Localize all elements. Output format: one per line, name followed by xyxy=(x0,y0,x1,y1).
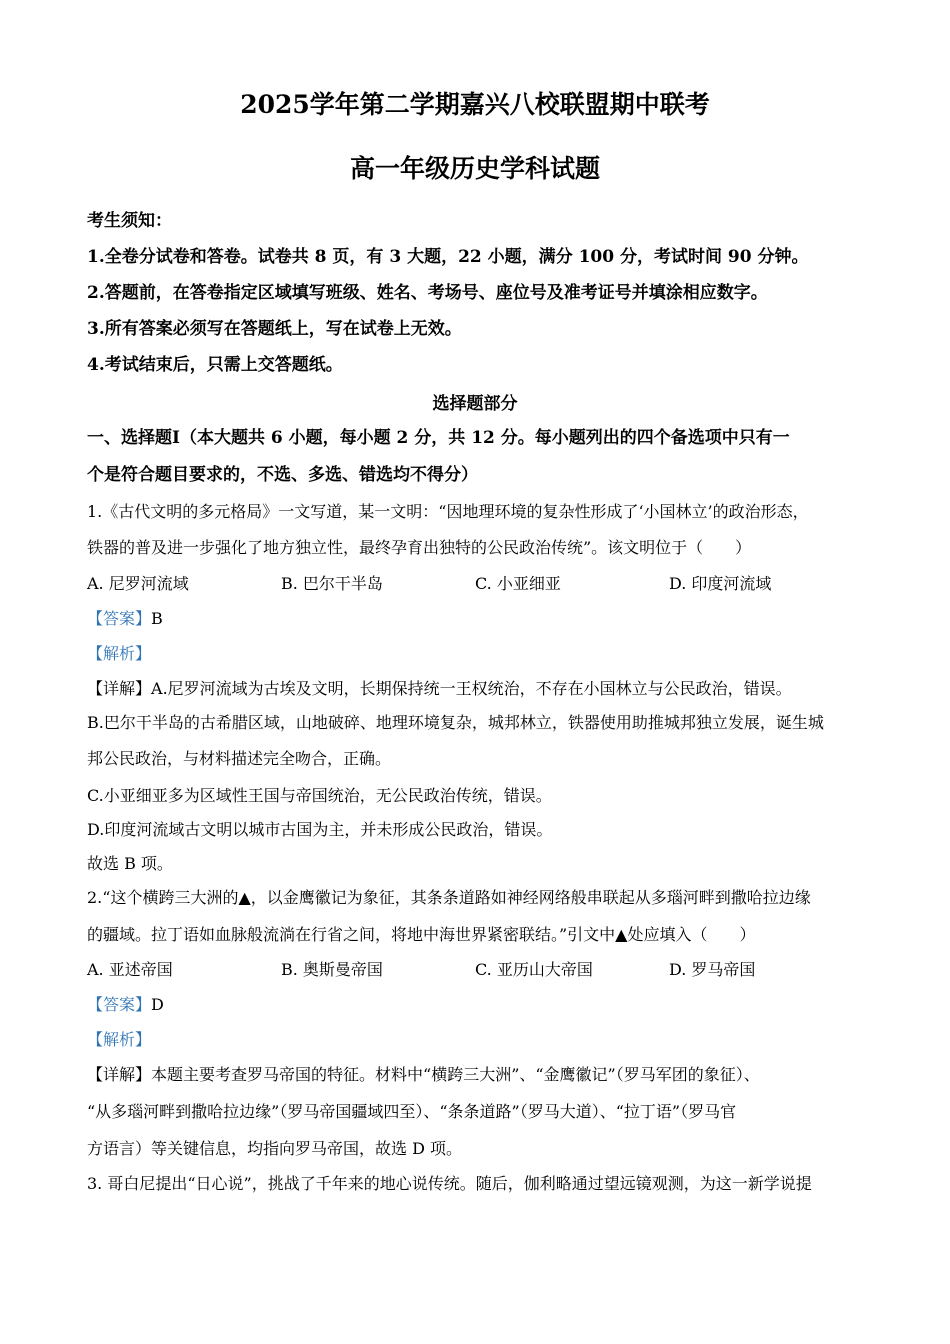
analysis-tag: 【解析】 xyxy=(87,644,152,663)
exam-title: 2025学年第二学期嘉兴八校联盟期中联考 xyxy=(240,90,710,119)
q1-detail-line5: D.印度河流域古文明以城市古国为主，并未形成公民政治，错误。 xyxy=(87,820,553,839)
q1-answer: B xyxy=(151,609,163,628)
q1-option-d: D. 印度河流域 xyxy=(669,574,772,593)
answer-tag: 【答案】 xyxy=(87,609,152,628)
q1-option-a: A. 尼罗河流域 xyxy=(87,574,189,593)
q1-detail-line2: B.巴尔干半岛的古希腊区域，山地破碎、地理环境复杂，城邦林立，铁器使用助推城邦独立发展，诞生城 xyxy=(87,713,824,732)
q2-stem-line2: 的疆域。拉丁语如血脉般流淌在行省之间，将地中海世界紧密联结。”引文中▲处应填入（ ） xyxy=(87,925,756,944)
q2-answer-line xyxy=(87,994,164,1016)
q1-conclusion: 故选 B 项。 xyxy=(87,854,173,873)
notice-item-3: 3.所有答案必须写在答题纸上，写在试卷上无效。 xyxy=(87,319,462,339)
q1-detail-1: A.尼罗河流域为古埃及文明，长期保持统一王权统治，不存在小国林立与公民政治，错误。 xyxy=(151,679,792,698)
part1-instruction-line2: 个是符合题目要求的，不选、多选、错选均不得分） xyxy=(87,465,478,485)
q2-option-b: B. 奥斯曼帝国 xyxy=(281,960,383,979)
q2-detail-line3: 方语言）等关键信息，均指向罗马帝国，故选 D 项。 xyxy=(87,1139,463,1158)
q1-detail-line3: 邦公民政治，与材料描述完全吻合，正确。 xyxy=(87,749,392,768)
part1-instruction-line1: 一、选择题Ⅰ（本大题共 6 小题，每小题 2 分，共 12 分。每小题列出的四个备选项中只有一 xyxy=(87,428,790,448)
section-title: 选择题部分 xyxy=(432,394,518,414)
q2-option-d: D. 罗马帝国 xyxy=(669,960,756,979)
detail-tag: 【详解】 xyxy=(87,679,152,698)
q1-option-c: C. 小亚细亚 xyxy=(475,574,561,593)
q2-option-a: A. 亚述帝国 xyxy=(87,960,173,979)
q2-stem-line1: 2.“这个横跨三大洲的▲，以金鹰徽记为象征，其条条道路如神经网络般串联起从多瑙河畔到撒哈拉边缘 xyxy=(87,888,811,907)
q1-option-b: B. 巴尔干半岛 xyxy=(281,574,383,593)
notice-item-1: 1.全卷分试卷和答卷。试卷共 8 页，有 3 大题，22 小题，满分 100 分，考试时间 90 分钟。 xyxy=(87,247,809,267)
q1-detail-line1 xyxy=(87,678,792,700)
notice-heading: 考生须知： xyxy=(87,211,172,231)
q2-detail-line2: “从多瑙河畔到撒哈拉边缘”（罗马帝国疆域四至）、“条条道路”（罗马大道）、“拉丁语”（罗马官 xyxy=(87,1102,737,1121)
q2-detail-line1 xyxy=(87,1064,760,1086)
q1-stem-line1: 1.《古代文明的多元格局》一文写道，某一文明：“因地理环境的复杂性形成了‘小国林立’的政治形态， xyxy=(87,502,809,521)
notice-item-2: 2.答题前，在答卷指定区域填写班级、姓名、考场号、座位号及准考证号并填涂相应数字。 xyxy=(87,283,768,303)
q1-answer-line xyxy=(87,608,163,630)
detail-tag: 【详解】 xyxy=(87,1065,152,1084)
q1-detail-line4: C.小亚细亚多为区域性王国与帝国统治，无公民政治传统，错误。 xyxy=(87,786,552,805)
analysis-tag: 【解析】 xyxy=(87,1030,152,1049)
q2-option-c: C. 亚历山大帝国 xyxy=(475,960,593,979)
q3-stem-line1: 3. 哥白尼提出“日心说”，挑战了千年来的地心说传统。随后，伽利略通过望远镜观测，为这一新学说提 xyxy=(87,1174,812,1193)
exam-subtitle: 高一年级历史学科试题 xyxy=(349,154,600,183)
q2-analysis-line xyxy=(87,1029,151,1051)
answer-tag: 【答案】 xyxy=(87,995,152,1014)
q2-answer: D xyxy=(151,995,164,1014)
notice-item-4: 4.考试结束后，只需上交答题纸。 xyxy=(87,355,343,375)
q1-analysis-line xyxy=(87,643,151,665)
q2-detail-1: 本题主要考查罗马帝国的特征。材料中“横跨三大洲”、“金鹰徽记”（罗马军团的象征）、 xyxy=(151,1065,760,1084)
q1-stem-line2: 铁器的普及进一步强化了地方独立性，最终孕育出独特的公民政治传统”。该文明位于（ ） xyxy=(87,538,752,557)
